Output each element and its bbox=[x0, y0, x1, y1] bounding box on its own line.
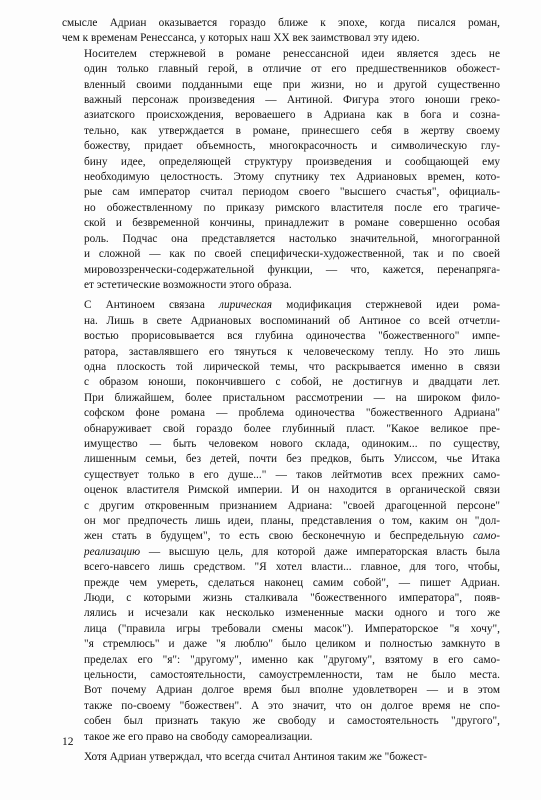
text-line: но обожествленному по приказу римского властителя после его трагиче- bbox=[84, 201, 500, 214]
text-line: Хотя Адриан утверждал, что всегда считал Антиноя таким же "божест- bbox=[84, 751, 428, 764]
text-line: чем к временам Ренессанса, у которых наш XX век заимствовал эту идею. bbox=[62, 32, 420, 45]
text-line: с другим откровенным признанием Адриана: "своей драгоценной персоне" bbox=[84, 499, 500, 512]
text-line: необходимую целостность. Этому спутнику тех Адриановых времен, кото- bbox=[84, 171, 500, 184]
text-line: лишенным семьи, без детей, почти без предков, быть Улиссом, чье Итака bbox=[84, 453, 500, 466]
text-line: на. Лишь в свете Адриановых воспоминаний об Антиное со всей отчетли- bbox=[84, 314, 500, 327]
text-line: смысле Адриан оказывается гораздо ближе к эпохе, когда писался роман, bbox=[62, 17, 500, 29]
text-line: рые сам император считал периодом своего "высшего счастья", официаль- bbox=[84, 186, 500, 199]
text-line: всего-навсего лишь средством. "Я хотел власти... главное, для того, чтобы, bbox=[84, 561, 500, 574]
text-line: С Антиноем связана лирическая модификация стержневой идеи рома- bbox=[84, 299, 500, 312]
text-line: и сложной — как по своей специфически-художественной, так и по своей bbox=[84, 248, 500, 261]
text-line: мировоззренчески-содержательной функции, — что, кажется, перенапряга- bbox=[84, 263, 500, 276]
text-line: оценок властителя Римской империи. И он находится в органической связи bbox=[84, 484, 500, 497]
text-line: ратора, заставлявшего его тянуться к человеческому теплу. Но это лишь bbox=[84, 345, 500, 358]
text-line: пределах его "я": "другому", именно как "другому", взятому в его само- bbox=[84, 653, 500, 666]
text-line: жен стать в будущем", то есть свою бесконечную и беспредельную само- bbox=[84, 530, 500, 543]
body-text bbox=[62, 16, 500, 766]
text-line: имущество — быть человеком нового склада, одиноким... по существу, bbox=[84, 437, 500, 450]
text-line: ет эстетические возможности этого образа. bbox=[84, 278, 292, 291]
text-line: вленный своими подданными еще при жизни, но и другой существенно bbox=[84, 78, 500, 91]
text-line: Вот почему Адриан долгое время был вполне удовлетворен — и в этом bbox=[84, 684, 500, 697]
text-line: азиатского происхождения, вероваешего в Адриана как в бога и созна- bbox=[84, 109, 500, 122]
text-line: лица ("правила игры требовали смены масок"). Императорское "я хочу", bbox=[84, 622, 500, 635]
text-line: обнаруживает свой гораздо более глубинный пласт. "Какое великое пре- bbox=[84, 422, 500, 435]
text-line: лялись и исчезали как несколько измененные маски одного и того же bbox=[84, 607, 500, 620]
text-line: с образом юноши, покончившего с собой, не достигнув и двадцати лет. bbox=[84, 376, 500, 389]
text-line: прежде чем умереть, сделаться наконец самим собой", — пишет Адриан. bbox=[84, 576, 500, 589]
text-line: Носителем стержневой в романе ренессансной идеи является здесь не bbox=[84, 47, 500, 60]
text-line: такое же его право на свободу самореализации. bbox=[84, 730, 313, 743]
text-line: бину идее, определяющей структуру произведения и сообщающей ему bbox=[84, 155, 500, 168]
text-line: ской и безвременной кончины, принадлежит в романе совершенно особая bbox=[84, 217, 500, 230]
text-line: он мог предпочесть лишь идеи, планы, представления о том, каким он "дол- bbox=[84, 515, 500, 527]
text-line: собен был признать такую же свободу и самостоятельность "другого", bbox=[84, 715, 500, 728]
text-line: софском фоне романа — проблема одиночества "божественного Адриана" bbox=[84, 407, 500, 420]
text-line: существует только в его душе..." — таков лейтмотив всех прежних само- bbox=[84, 468, 500, 481]
paragraph bbox=[62, 298, 500, 745]
text-line: цельности, самостоятельности, самоустремленности, там не было места. bbox=[84, 669, 500, 682]
text-line: реализацию — высшую цель, для которой даже императорская власть была bbox=[84, 545, 500, 558]
text-line: тельно, как утверждается в романе, принесшего себя в жертву своему bbox=[84, 124, 500, 137]
paragraph bbox=[62, 47, 500, 294]
paragraph bbox=[62, 750, 500, 765]
paragraph bbox=[62, 16, 500, 47]
text-line: божеству, придает объемность, многокрасочность и символическую глу- bbox=[84, 140, 500, 153]
text-line: Люди, с которыми жизнь сталкивала "божественного императора", появ- bbox=[84, 592, 500, 605]
text-line: один только главный герой, в отличие от его предшественников обожест- bbox=[84, 63, 500, 76]
text-line: При ближайшем, более пристальном рассмотрении — на широком фило- bbox=[84, 391, 500, 404]
text-line: роль. Подчас она представляется настолько значительной, многогранной bbox=[84, 232, 500, 245]
text-line: "я стремлюсь" и даже "я люблю" было целиком и полностью замкнуто в bbox=[84, 638, 500, 651]
text-line: также по-своему "божествен". А это значит, что он долгое время не спо- bbox=[84, 699, 500, 712]
text-line: важный персонаж произведения — Антиной. Фигура этого юноши греко- bbox=[84, 94, 500, 107]
text-line: одна плоскость той лирической темы, что раскрывается именно в связи bbox=[84, 360, 500, 373]
text-line: востью прорисовывается вся глубина одиночества "божественного" импе- bbox=[84, 330, 500, 343]
page-number: 12 bbox=[62, 736, 74, 748]
